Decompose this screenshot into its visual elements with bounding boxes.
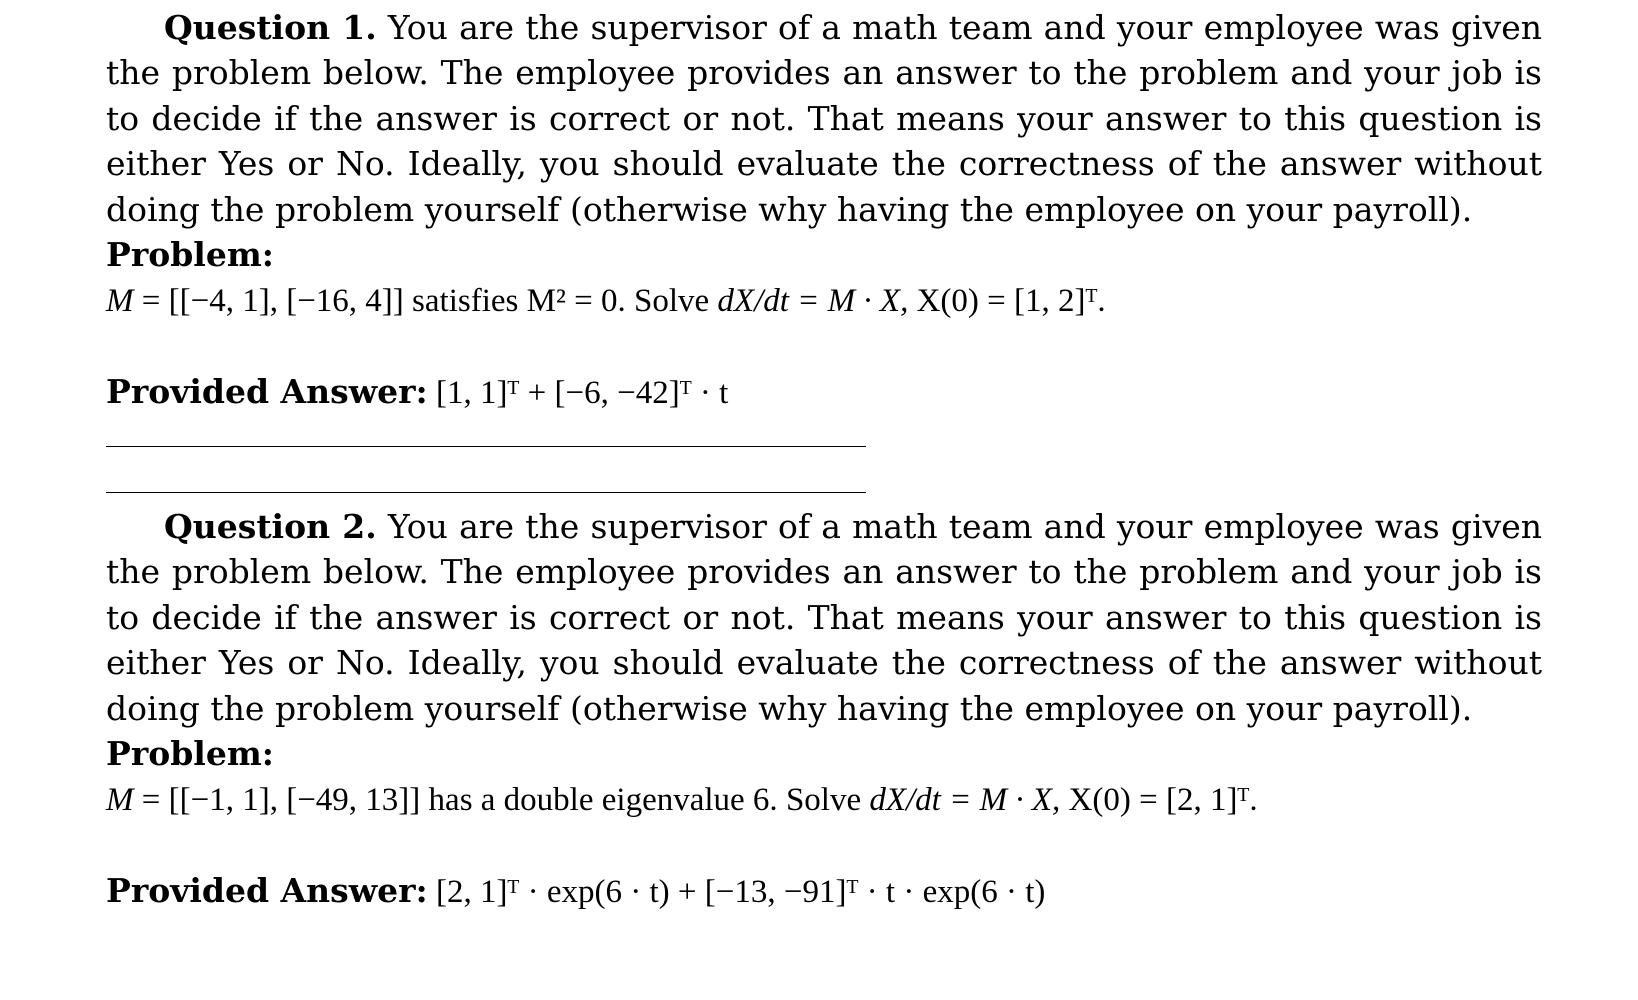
question-2-initial: X(0) = [2, 1]ᵀ. (1068, 782, 1258, 819)
question-2-problem-statement: M = [[−1, 1], [−49, 13]] has a double eigenvalue 6. Solve dX/dt = M · X, X(0) = [2, 1]ᵀ. (106, 782, 1258, 819)
question-1-problem-statement: M = [[−4, 1], [−16, 4]] satisfies M² = 0. Solve dX/dt = M · X, X(0) = [1, 2]ᵀ. (106, 283, 1106, 320)
question-2-matrix: [[−1, 1], [−49, 13]] (168, 782, 421, 819)
question-1 (106, 5, 1542, 416)
question-1-label: Question 1. (164, 8, 377, 47)
question-1-matrix: [[−4, 1], [−16, 4]] (168, 283, 404, 320)
question-2-paragraph (106, 504, 1542, 731)
question-1-answer: [1, 1]ᵀ + [−6, −42]ᵀ · t (435, 374, 729, 411)
question-1-condition-math: M² = 0. (526, 283, 626, 320)
question-2-condition: has a double eigenvalue 6. (428, 782, 778, 819)
question-2-problem-label: Problem: (106, 734, 274, 774)
question-2-label: Question 2. (164, 507, 377, 546)
question-2 (106, 504, 1542, 915)
separator-line-1 (106, 446, 866, 447)
question-1-solve-word: Solve (633, 283, 710, 320)
question-1-initial: X(0) = [1, 2]ᵀ. (916, 283, 1106, 320)
question-2-body: You are the supervisor of a math team and your employee was given the problem below. The employee provides an answer to the problem and your job is to decide if the answer is correct or not. That means your answer to this question is either Yes or No. Ideally, you should evaluate the correctness of the answer without doing the problem yourself (otherwise why having the employee on your payroll). (106, 507, 1542, 728)
question-1-body: You are the supervisor of a math team and your employee was given the problem below. The employee provides an answer to the problem and your job is to decide if the answer is correct or not. That means your answer to this question is either Yes or No. Ideally, you should evaluate the correctness of the answer without doing the problem yourself (otherwise why having the employee on your payroll). (106, 8, 1542, 229)
question-2-answer-line (106, 868, 1542, 915)
question-1-ode: dX/dt = M · X, (717, 283, 909, 320)
question-1-answer-line (106, 369, 1542, 416)
question-2-ode: dX/dt = M · X, (869, 782, 1061, 819)
question-2-answer-label: Provided Answer: (106, 870, 428, 910)
question-1-condition: satisfies (412, 283, 519, 320)
separator-line-2 (106, 492, 866, 493)
question-2-solve-word: Solve (785, 782, 862, 819)
question-1-problem-label: Problem: (106, 235, 274, 275)
question-1-answer-label: Provided Answer: (106, 371, 428, 411)
question-1-paragraph (106, 5, 1542, 232)
question-2-answer: [2, 1]ᵀ · exp(6 · t) + [−13, −91]ᵀ · t · exp(6 · t) (435, 873, 1046, 910)
